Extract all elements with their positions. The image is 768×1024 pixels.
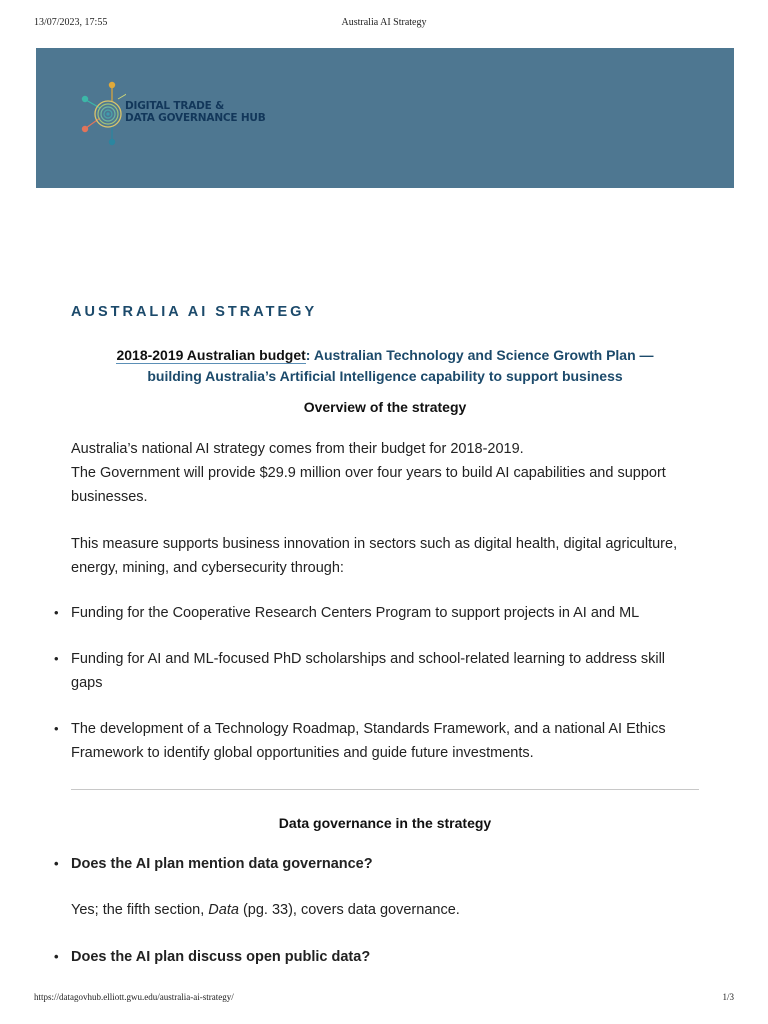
answer-paragraph <box>71 898 699 922</box>
article-heading: AUSTRALIA AI STRATEGY <box>71 304 318 320</box>
governance-heading: Data governance in the strategy <box>278 815 492 831</box>
print-header <box>34 17 734 31</box>
print-page-title: Australia AI Strategy <box>341 17 427 28</box>
hub-logo[interactable] <box>78 78 278 148</box>
print-footer <box>34 992 734 1006</box>
answer-text-pre: Yes; the fifth section, <box>71 902 209 918</box>
bullet-icon: • <box>54 651 59 666</box>
hub-logo-text <box>125 100 266 124</box>
question-item <box>54 945 699 969</box>
intro-paragraph <box>71 437 699 509</box>
article-body <box>54 300 699 969</box>
intro-line-1: Australia’s national AI strategy comes from their budget for 2018-2019. <box>71 441 524 457</box>
list-item-text: Funding for the Cooperative Research Centers Program to support projects in AI and ML <box>71 605 640 621</box>
budget-link[interactable]: 2018-2019 Australian budget <box>116 347 306 363</box>
print-url[interactable]: https://datagovhub.elliott.gwu.edu/australia-ai-strategy/ <box>34 992 234 1002</box>
bullet-icon: • <box>54 949 59 964</box>
governance-list-2 <box>54 945 699 969</box>
governance-list <box>54 852 699 876</box>
bullet-icon: • <box>54 856 59 871</box>
funding-list <box>54 601 699 765</box>
question-text: Does the AI plan mention data governance? <box>71 856 373 872</box>
intro-line-2: The Government will provide $29.9 million over four years to build AI capabilities and support businesses. <box>71 465 666 505</box>
subtitle-text-line-2: building Australia’s Artificial Intelligence capability to support business <box>147 368 623 384</box>
measure-paragraph: This measure supports business innovation in sectors such as digital health, digital agriculture, energy, mining, and cybersecurity through: <box>71 536 678 576</box>
answer-text-em: Data <box>208 902 239 918</box>
question-text: Does the AI plan discuss open public data? <box>71 949 371 965</box>
print-datetime: 13/07/2023, 17:55 <box>34 17 108 28</box>
subtitle-colon: : <box>305 347 311 363</box>
header-banner <box>36 48 734 188</box>
print-page-number: 1/3 <box>722 992 734 1002</box>
list-item <box>54 647 699 695</box>
hub-logo-icon <box>78 78 126 148</box>
list-item <box>54 717 699 765</box>
list-item-text: The development of a Technology Roadmap, Standards Framework, and a national AI Ethics Framework to identify global opportunities and guide future investments. <box>71 721 666 761</box>
bullet-icon: • <box>54 605 59 620</box>
logo-line-2: DATA GOVERNANCE HUB <box>125 112 266 124</box>
list-item <box>54 601 699 625</box>
bullet-icon: • <box>54 721 59 736</box>
article-subtitle <box>71 345 699 387</box>
subtitle-text-line-1: Australian Technology and Science Growth Plan — <box>310 347 654 363</box>
question-item <box>54 852 699 876</box>
section-divider <box>71 789 699 790</box>
overview-heading: Overview of the strategy <box>303 399 467 415</box>
list-item-text: Funding for AI and ML-focused PhD scholarships and school-related learning to address skill gaps <box>71 651 666 691</box>
logo-line-1: DIGITAL TRADE & <box>125 100 225 112</box>
answer-text-post: (pg. 33), covers data governance. <box>238 902 460 918</box>
